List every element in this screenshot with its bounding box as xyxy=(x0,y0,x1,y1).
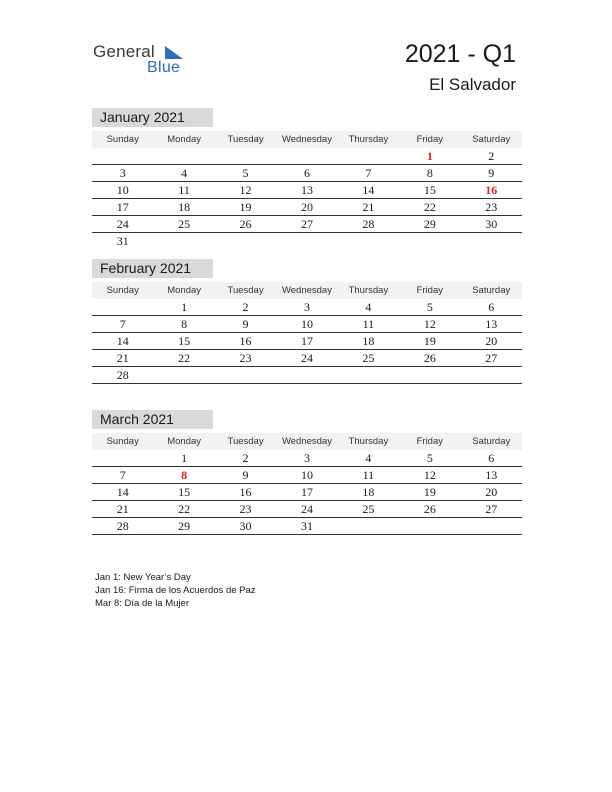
weekday-header-row xyxy=(92,131,522,148)
day-cell: 5 xyxy=(426,451,433,465)
day-cell xyxy=(153,367,214,383)
weekday-label: Monday xyxy=(167,134,202,145)
day-cell: 20 xyxy=(485,485,498,499)
month-title: March 2021 xyxy=(92,410,213,429)
day-cell xyxy=(399,233,460,249)
day-cell: 25 xyxy=(362,351,375,365)
month-february xyxy=(92,259,522,384)
day-cell xyxy=(92,299,153,315)
day-cell: 28 xyxy=(116,519,129,533)
week-rows xyxy=(92,148,522,249)
day-cell: 19 xyxy=(423,334,436,348)
day-cell: 13 xyxy=(300,183,313,197)
weekday-label: Thursday xyxy=(348,436,389,447)
week-row xyxy=(92,299,522,316)
day-cell: 6 xyxy=(488,451,495,465)
day-cell: 6 xyxy=(488,300,495,314)
day-cell: 26 xyxy=(239,217,252,231)
day-cell: 1 xyxy=(181,300,188,314)
weekday-label: Thursday xyxy=(348,285,389,296)
week-row xyxy=(92,148,522,165)
weekday-label: Sunday xyxy=(106,436,139,447)
day-cell: 30 xyxy=(239,519,252,533)
day-cell: 25 xyxy=(362,502,375,516)
weekday-label: Wednesday xyxy=(281,285,332,296)
weekday-label: Saturday xyxy=(472,134,511,145)
country-name: El Salvador xyxy=(429,75,516,94)
day-cell: 2 xyxy=(242,300,249,314)
day-cell xyxy=(92,148,153,164)
day-cell: 31 xyxy=(116,234,129,248)
logo-triangle-icon xyxy=(163,46,183,60)
weekday-label: Monday xyxy=(167,436,202,447)
day-cell: 18 xyxy=(178,200,191,214)
day-cell xyxy=(399,518,460,534)
weekday-label: Saturday xyxy=(472,436,511,447)
day-cell: 11 xyxy=(362,317,375,331)
day-cell: 1 xyxy=(181,451,188,465)
weekday-label: Thursday xyxy=(348,134,389,145)
day-cell: 26 xyxy=(423,502,436,516)
day-cell xyxy=(276,233,337,249)
day-cell: 18 xyxy=(362,334,375,348)
weekday-label: Sunday xyxy=(106,134,139,145)
week-row xyxy=(92,518,522,535)
day-cell: 4 xyxy=(181,166,188,180)
day-cell: 3 xyxy=(119,166,126,180)
month-march xyxy=(92,410,522,535)
day-cell: 5 xyxy=(242,166,249,180)
weekday-label: Friday xyxy=(416,285,444,296)
day-cell: 3 xyxy=(303,451,310,465)
day-cell: 15 xyxy=(178,334,191,348)
day-cell xyxy=(215,148,276,164)
week-row xyxy=(92,182,522,199)
day-cell: 11 xyxy=(362,468,375,482)
day-cell xyxy=(461,518,522,534)
day-cell: 22 xyxy=(423,200,436,214)
week-row xyxy=(92,233,522,249)
day-cell: 3 xyxy=(303,300,310,314)
day-cell: 11 xyxy=(178,183,190,197)
week-row xyxy=(92,467,522,484)
day-cell: 21 xyxy=(116,351,129,365)
day-cell: 26 xyxy=(423,351,436,365)
weekday-label: Monday xyxy=(167,285,202,296)
day-cell: 27 xyxy=(485,502,498,516)
day-cell: 28 xyxy=(116,368,129,382)
month-title: January 2021 xyxy=(92,108,213,127)
day-cell: 14 xyxy=(116,485,129,499)
weekday-header-row xyxy=(92,282,522,299)
day-cell: 24 xyxy=(300,502,313,516)
day-cell: 23 xyxy=(485,200,498,214)
day-cell: 17 xyxy=(116,200,129,214)
week-row xyxy=(92,350,522,367)
day-cell: 22 xyxy=(178,351,191,365)
day-cell: 20 xyxy=(300,200,313,214)
day-cell xyxy=(153,148,214,164)
day-cell xyxy=(338,233,399,249)
day-cell: 7 xyxy=(119,468,126,482)
day-cell: 19 xyxy=(239,200,252,214)
day-cell: 30 xyxy=(485,217,498,231)
day-cell: 4 xyxy=(365,451,372,465)
day-cell xyxy=(338,367,399,383)
day-cell: 27 xyxy=(300,217,313,231)
holiday-note: Mar 8: Día de la Mujer xyxy=(95,598,189,609)
day-cell: 9 xyxy=(242,468,249,482)
weekday-label: Tuesday xyxy=(227,436,264,447)
weekday-label: Tuesday xyxy=(227,285,264,296)
day-cell: 21 xyxy=(116,502,129,516)
day-cell xyxy=(92,450,153,466)
day-cell: 12 xyxy=(423,468,436,482)
day-cell: 23 xyxy=(239,351,252,365)
day-cell: 15 xyxy=(423,183,436,197)
day-cell: 2 xyxy=(242,451,249,465)
day-cell: 21 xyxy=(362,200,375,214)
week-row xyxy=(92,333,522,350)
day-cell: 1 xyxy=(426,149,433,163)
weekday-label: Wednesday xyxy=(281,134,332,145)
day-cell: 27 xyxy=(485,351,498,365)
day-cell: 28 xyxy=(362,217,375,231)
day-cell: 17 xyxy=(300,334,313,348)
day-cell: 20 xyxy=(485,334,498,348)
logo-word-blue: Blue xyxy=(147,59,181,76)
day-cell: 5 xyxy=(426,300,433,314)
day-cell: 15 xyxy=(178,485,191,499)
day-cell xyxy=(153,233,214,249)
day-cell: 8 xyxy=(426,166,433,180)
day-cell: 10 xyxy=(300,317,313,331)
week-row xyxy=(92,367,522,384)
day-cell xyxy=(215,233,276,249)
week-row xyxy=(92,165,522,182)
week-row xyxy=(92,199,522,216)
day-cell xyxy=(399,367,460,383)
day-cell: 12 xyxy=(239,183,252,197)
week-row xyxy=(92,216,522,233)
day-cell xyxy=(461,367,522,383)
day-cell: 13 xyxy=(485,317,498,331)
day-cell: 18 xyxy=(362,485,375,499)
day-cell xyxy=(215,367,276,383)
day-cell xyxy=(276,367,337,383)
day-cell: 22 xyxy=(178,502,191,516)
day-cell: 2 xyxy=(488,149,495,163)
day-cell: 9 xyxy=(488,166,495,180)
day-cell xyxy=(338,518,399,534)
day-cell: 12 xyxy=(423,317,436,331)
day-cell: 13 xyxy=(485,468,498,482)
day-cell: 6 xyxy=(303,166,310,180)
week-row xyxy=(92,501,522,518)
day-cell: 29 xyxy=(423,217,436,231)
day-cell: 16 xyxy=(485,183,498,197)
holiday-note: Jan 16: Firma de los Acuerdos de Paz xyxy=(95,585,256,596)
month-january xyxy=(92,108,522,249)
weekday-label: Sunday xyxy=(106,285,139,296)
day-cell: 10 xyxy=(300,468,313,482)
logo-word-general: General xyxy=(93,42,155,61)
day-cell: 7 xyxy=(119,317,126,331)
day-cell: 29 xyxy=(178,519,191,533)
weekday-header-row xyxy=(92,433,522,450)
day-cell: 17 xyxy=(300,485,313,499)
week-row xyxy=(92,450,522,467)
holiday-note: Jan 1: New Year’s Day xyxy=(95,572,191,583)
weekday-label: Friday xyxy=(416,134,444,145)
day-cell: 14 xyxy=(116,334,129,348)
weekday-label: Friday xyxy=(416,436,444,447)
day-cell: 23 xyxy=(239,502,252,516)
week-row xyxy=(92,316,522,333)
day-cell: 4 xyxy=(365,300,372,314)
day-cell: 31 xyxy=(300,519,313,533)
month-title: February 2021 xyxy=(92,259,213,278)
day-cell: 9 xyxy=(242,317,249,331)
brand-logo xyxy=(93,42,193,78)
week-rows xyxy=(92,450,522,535)
day-cell: 14 xyxy=(362,183,375,197)
day-cell: 8 xyxy=(181,317,188,331)
weekday-label: Tuesday xyxy=(227,134,264,145)
day-cell: 16 xyxy=(239,334,252,348)
day-cell: 8 xyxy=(181,468,188,482)
day-cell: 7 xyxy=(365,166,372,180)
day-cell: 24 xyxy=(300,351,313,365)
day-cell xyxy=(276,148,337,164)
weekday-label: Wednesday xyxy=(281,436,332,447)
day-cell: 19 xyxy=(423,485,436,499)
day-cell xyxy=(461,233,522,249)
weekday-label: Saturday xyxy=(472,285,511,296)
day-cell: 16 xyxy=(239,485,252,499)
day-cell: 10 xyxy=(116,183,129,197)
week-row xyxy=(92,484,522,501)
page-title: 2021 - Q1 xyxy=(404,40,516,68)
holiday-notes xyxy=(95,571,256,610)
day-cell: 24 xyxy=(116,217,129,231)
day-cell: 25 xyxy=(178,217,191,231)
day-cell xyxy=(338,148,399,164)
week-rows xyxy=(92,299,522,384)
